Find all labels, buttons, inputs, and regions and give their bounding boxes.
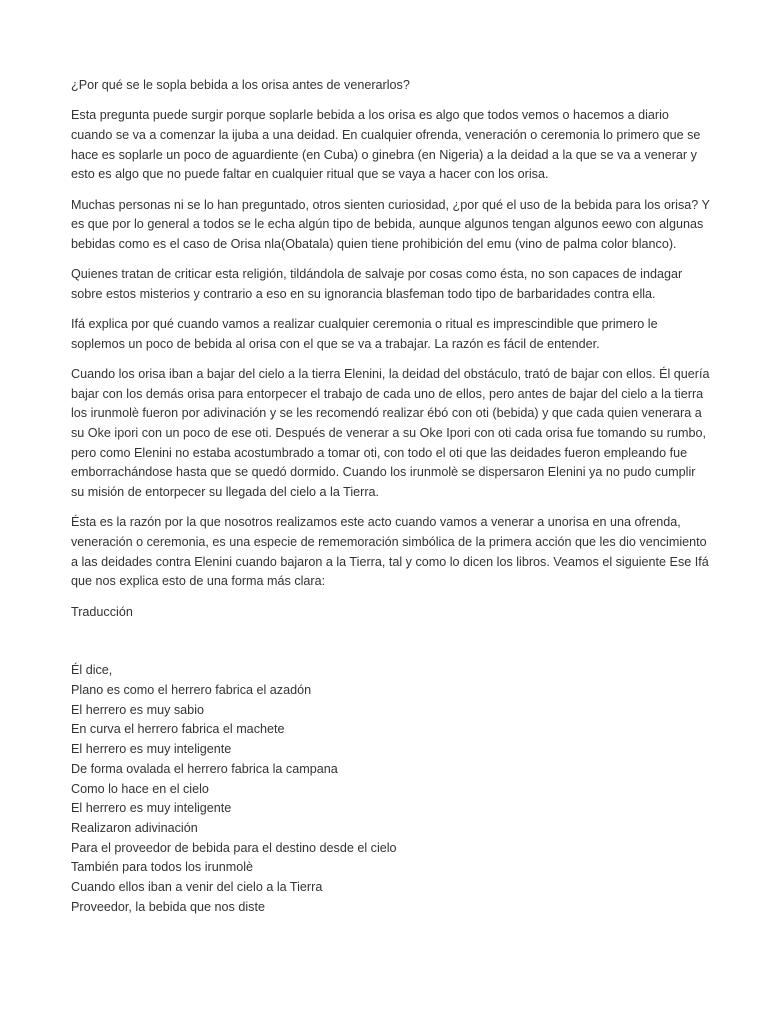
verse-line: Realizaron adivinación: [71, 821, 198, 835]
verse-line: Para el proveedor de bebida para el destino desde el cielo: [71, 840, 397, 855]
verse-line: Él dice,: [71, 663, 113, 678]
verse-line: Proveedor, la bebida que nos diste: [71, 899, 265, 914]
paragraph-5: Cuando los orisa iban a bajar del cielo a la tierra Elenini, la deidad del obstáculo, trató de bajar con ellos. Él quería bajar con los demás orisa para entorpecer el trabajo de cada uno de ellos, pero antes de bajar del cielo a la tierra los irunmolè fueron por adivinación y se les recomendó realizar ébó con oti (bebida) y que cada quien venerara a su Oke ipori con un poco de ese oti. Después de venerar a su Oke Ipori con oti cada orisa fue tomando su rumbo, pero como Elenini no estaba acostumbrado a tomar oti, con todo el oti que las deidades fueron empleando fue emborrachándose hasta que se quedó dormido. Cuando los irunmolè se dispersaron Elenini ya no pudo cumplir su misión de entorpecer su llegada del cielo a la Tierra.: [71, 366, 710, 500]
verse-line: Plano es como el herrero fabrica el azadón: [71, 683, 312, 698]
section-spacer: [71, 622, 711, 661]
paragraph-4: Ifá explica por qué cuando vamos a realizar cualquier ceremonia o ritual es imprescindible que primero le soplemos un poco de bebida al orisa con el que se va a trabajar. La razón es fácil de entender.: [71, 317, 658, 351]
verse-line: El herrero es muy sabio: [71, 702, 204, 717]
verse-line: En curva el herrero fabrica el machete: [71, 722, 285, 737]
verse-list: [71, 661, 711, 917]
paragraph-6: Ésta es la razón por la que nosotros realizamos este acto cuando vamos a venerar a unorisa en una ofrenda, veneración o ceremonia, es una especie de rememoración simbólica de la primera acción que les dio vencimiento a las deidades contra Elenini cuando bajaron a la Tierra, tal y como lo dicen los libros. Veamos el siguiente Ese Ifá que nos explica esto de una forma más clara:: [71, 515, 709, 589]
verse-line: De forma ovalada el herrero fabrica la campana: [71, 761, 338, 776]
document-page: [71, 76, 711, 918]
verse-line: El herrero es muy inteligente: [71, 742, 232, 757]
document-question: ¿Por qué se le sopla bebida a los orisa antes de venerarlos?: [71, 78, 410, 92]
verse-line: Cuando ellos iban a venir del cielo a la Tierra: [71, 880, 323, 895]
verse-line: También para todos los irunmolè: [71, 860, 254, 875]
paragraph-3: Quienes tratan de criticar esta religión, tildándola de salvaje por cosas como ésta, no son capaces de indagar sobre estos misterios y contrario a eso en su ignorancia blasfeman todo tipo de barbaridades contra ella.: [71, 267, 683, 301]
verse-line: Como lo hace en el cielo: [71, 781, 209, 796]
paragraph-2: Muchas personas ni se lo han preguntado, otros sienten curiosidad, ¿por qué el uso de la bebida para los orisa? Y es que por lo general a todos se le echa algún tipo de bebida, aunque algunos tengan algunos eewo con algunas bebidas como es el caso de Orisa nla(Obatala) quien tiene prohibición del emu (vino de palma color blanco).: [71, 197, 710, 251]
translation-heading: Traducción: [71, 604, 133, 619]
verse-line: El herrero es muy inteligente: [71, 801, 232, 816]
paragraph-1: Esta pregunta puede surgir porque soplarle bebida a los orisa es algo que todos vemos o hacemos a diario cuando se va a comenzar la ijuba a una deidad. En cualquier ofrenda, veneración o ceremonia lo primero que se hace es soplarle un poco de aguardiente (en Cuba) o ginebra (en Nigeria) a la deidad a la que se va a venerar y esto es algo que no puede faltar en cualquier ritual que se vaya a hacer con los orisa.: [71, 108, 701, 182]
